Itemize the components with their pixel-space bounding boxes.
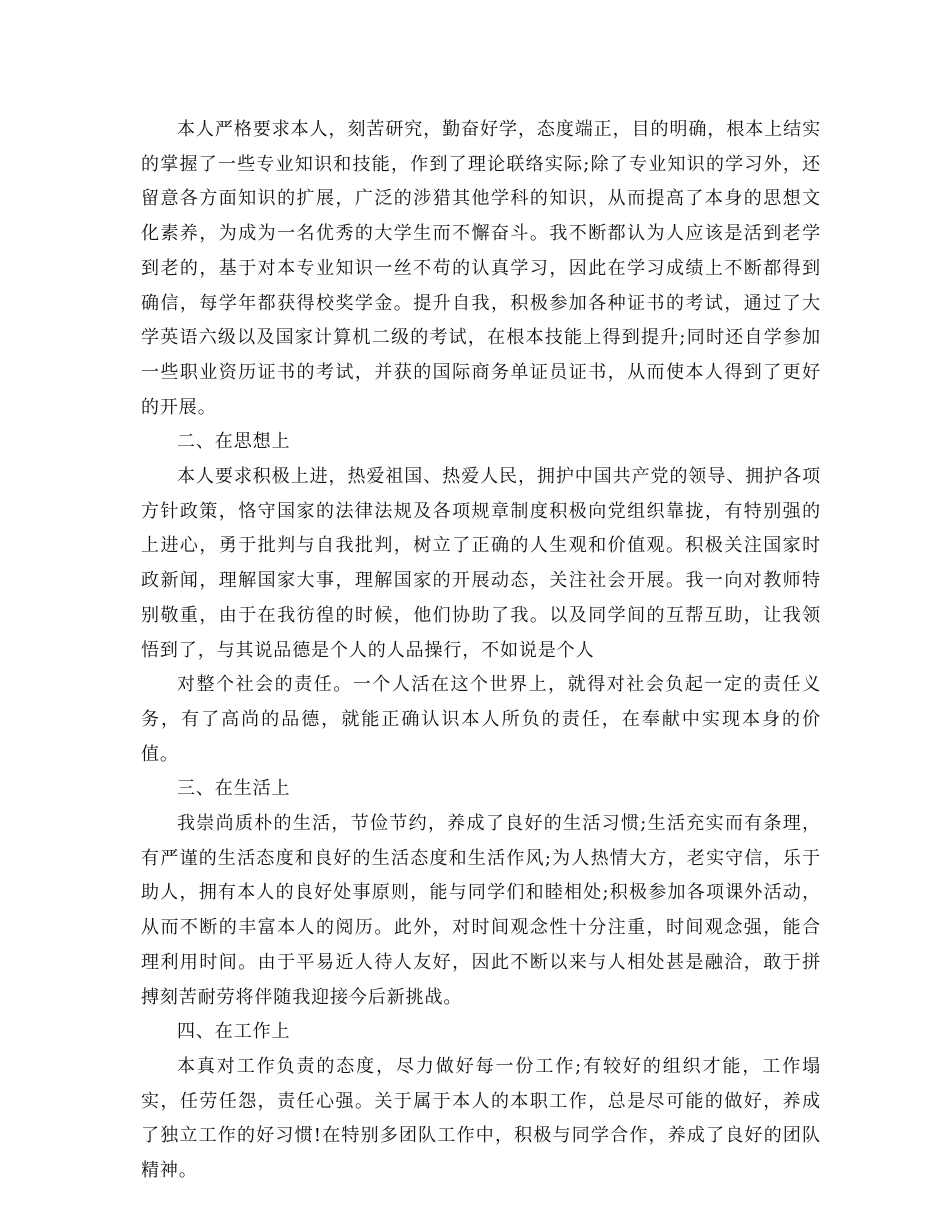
document-body (141, 113, 821, 1189)
paragraph-thought: 本人要求积极上进，热爱祖国、热爱人民，拥护中国共产党的领导、拥护各项方针政策，恪守国家的法律法规及各项规章制度积极向党组织靠拢，有特别强的上进心，勇于批判与自我批判，树立了正确的人生观和价值观。积极关注国家时政新闻，理解国家大事，理解国家的开展动态，关注社会开展。我一向对教师特别敬重，由于在我彷徨的时候，他们协助了我。以及同学间的互帮互助，让我领悟到了，与其说品德是个人的人品操行，不如说是个人 (141, 466, 821, 661)
paragraph-responsibility: 对整个社会的责任。一个人活在这个世界上，就得对社会负起一定的责任义务，有了高尚的品德，就能正确认识本人所负的责任，在奉献中实现本身的价值。 (141, 674, 821, 765)
section-heading-life: 三、在生活上 (177, 778, 291, 800)
paragraph-study: 本人严格要求本人，刻苦研究，勤奋好学，态度端正，目的明确，根本上结实的掌握了一些专业知识和技能，作到了理论联络实际;除了专业知识的学习外，还留意各方面知识的扩展，广泛的涉猎其他学科的知识，从而提高了本身的思想文化素养，为成为一名优秀的大学生而不懈奋斗。我不断都认为人应该是活到老学到老的，基于对本专业知识一丝不苟的认真学习，因此在学习成绩上不断都得到确信，每学年都获得校奖学金。提升自我，积极参加各种证书的考试，通过了大学英语六级以及国家计算机二级的考试，在根本技能上得到提升;同时还自学参加一些职业资历证书的考试，并获的国际商务单证员证书，从而使本人得到了更好的开展。 (141, 119, 821, 418)
paragraph-life: 我崇尚质朴的生活，节俭节约，养成了良好的生活习惯;生活充实而有条理，有严谨的生活态度和良好的生活态度和生活作风;为人热情大方，老实守信，乐于助人，拥有本人的良好处事原则，能与同学们和睦相处;积极参加各项课外活动，从而不断的丰富本人的阅历。此外，对时间观念性十分注重，时间观念强，能合理利用时间。由于平易近人待人友好，因此不断以来与人相处甚是融洽，敢于拼搏刻苦耐劳将伴随我迎接今后新挑战。 (141, 813, 821, 1008)
section-heading-work: 四、在工作上 (177, 1021, 291, 1043)
paragraph-work: 本真对工作负责的态度，尽力做好每一份工作;有较好的组织才能，工作塌实，任劳任怨，责任心强。关于属于本人的本职工作，总是尽可能的做好，养成了独立工作的好习惯!在特别多团队工作中，积极与同学合作，养成了良好的团队精神。 (141, 1055, 821, 1182)
section-heading-thought: 二、在思想上 (177, 431, 291, 453)
